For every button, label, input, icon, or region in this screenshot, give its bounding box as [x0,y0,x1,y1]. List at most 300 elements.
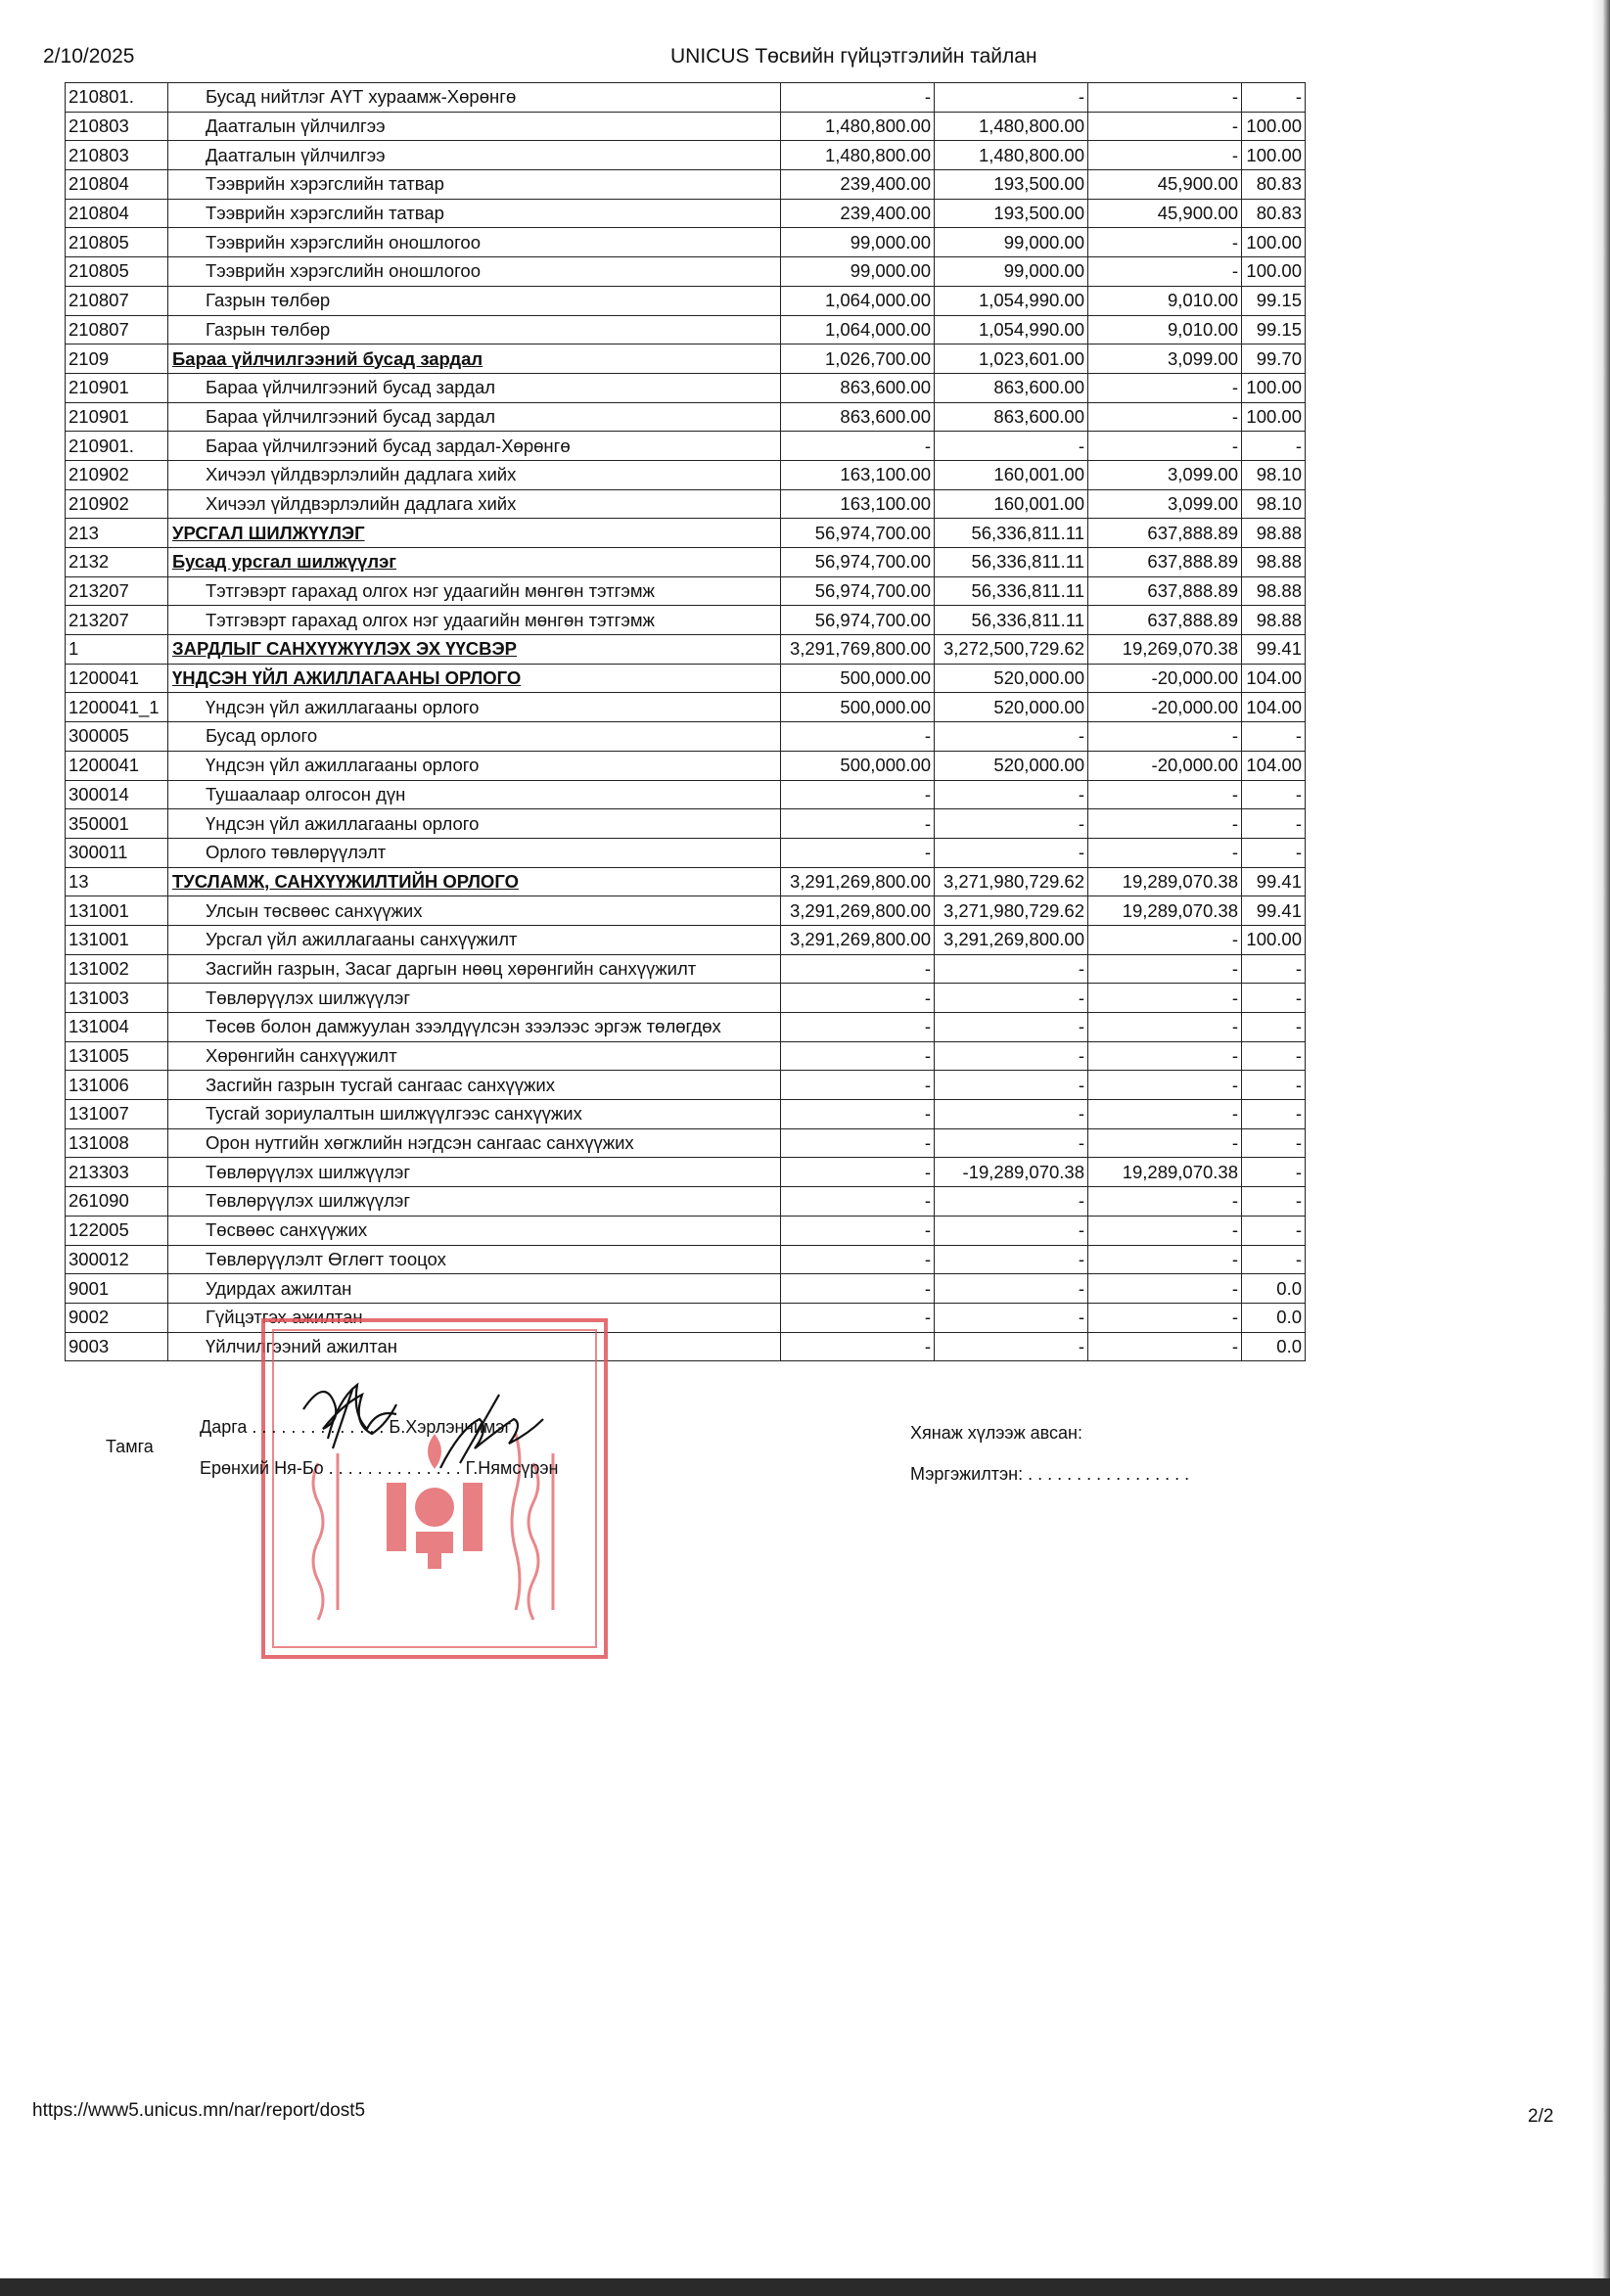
account-name-cell: Тушаалаар олгосон дүн [168,780,781,809]
difference-cell: - [1088,432,1242,461]
difference-cell: - [1088,112,1242,141]
account-name-cell: Бусад нийтлэг АҮТ хураамж-Хөрөнгө [168,83,781,113]
account-code-cell: 131005 [66,1041,168,1071]
percent-cell: - [1242,1100,1306,1129]
percent-cell: - [1242,1071,1306,1100]
percent-cell: 100.00 [1242,373,1306,402]
plan-amount-cell: 163,100.00 [781,460,935,489]
percent-cell: 100.00 [1242,112,1306,141]
table-row [66,780,1306,809]
percent-cell: 99.41 [1242,635,1306,665]
account-code-cell: 131004 [66,1013,168,1042]
account-code-cell: 210804 [66,199,168,228]
account-name-cell: Бусад орлого [168,722,781,752]
table-row [66,1100,1306,1129]
difference-cell: 9,010.00 [1088,286,1242,315]
account-name-cell: Тээврийн хэрэгслийн татвар [168,170,781,200]
plan-amount-cell: - [781,1332,935,1361]
account-name-cell: Газрын төлбөр [168,286,781,315]
table-row [66,460,1306,489]
plan-amount-cell: - [781,984,935,1013]
accountant-signature-line: Ерөнхий Ня-Бо . . . . . . . . . . . . . . Г.Нямсүрэн [200,1458,559,1478]
account-code-cell: 131003 [66,984,168,1013]
account-code-cell: 1200041 [66,664,168,693]
plan-amount-cell: - [781,1071,935,1100]
report-title: UNICUS Төсвийн гүйцэтгэлийн тайлан [670,45,1037,68]
director-signature-line: Дарга . . . . . . . . . . . . . . Б.Хэрлэнчимэг [200,1417,512,1437]
plan-amount-cell: 163,100.00 [781,489,935,519]
table-row [66,1187,1306,1217]
actual-amount-cell: - [935,954,1088,984]
plan-amount-cell: 863,600.00 [781,373,935,402]
table-row [66,1013,1306,1042]
difference-cell: -20,000.00 [1088,664,1242,693]
plan-amount-cell: - [781,1303,935,1332]
difference-cell: - [1088,954,1242,984]
percent-cell: 100.00 [1242,141,1306,170]
actual-amount-cell: - [935,780,1088,809]
percent-cell: 100.00 [1242,402,1306,432]
difference-cell: 19,289,070.38 [1088,867,1242,896]
difference-cell: - [1088,722,1242,752]
actual-amount-cell: - [935,809,1088,839]
percent-cell: - [1242,780,1306,809]
percent-cell: 98.88 [1242,519,1306,548]
plan-amount-cell: 863,600.00 [781,402,935,432]
table-row [66,635,1306,665]
percent-cell: 99.70 [1242,344,1306,374]
table-row [66,1274,1306,1304]
percent-cell: - [1242,1013,1306,1042]
table-row [66,576,1306,606]
account-name-cell: Гүйцэтгэх ажилтан [168,1303,781,1332]
percent-cell: 0.0 [1242,1303,1306,1332]
difference-cell: - [1088,780,1242,809]
account-code-cell: 210804 [66,170,168,200]
table-row [66,693,1306,722]
account-code-cell: 210803 [66,141,168,170]
difference-cell: 637,888.89 [1088,576,1242,606]
difference-cell: - [1088,838,1242,867]
plan-amount-cell: - [781,722,935,752]
table-row [66,925,1306,954]
account-code-cell: 210803 [66,112,168,141]
actual-amount-cell: - [935,984,1088,1013]
account-name-cell: Орлого төвлөрүүлэлт [168,838,781,867]
actual-amount-cell: 1,480,800.00 [935,141,1088,170]
percent-cell: - [1242,1128,1306,1158]
table-row [66,170,1306,200]
percent-cell: - [1242,809,1306,839]
actual-amount-cell: 1,054,990.00 [935,286,1088,315]
actual-amount-cell: 160,001.00 [935,489,1088,519]
table-row [66,141,1306,170]
account-code-cell: 213207 [66,576,168,606]
account-name-cell: Төвлөрүүлэлт Өглөгт тооцох [168,1245,781,1274]
actual-amount-cell: 3,272,500,729.62 [935,635,1088,665]
plan-amount-cell: - [781,809,935,839]
actual-amount-cell: 3,271,980,729.62 [935,896,1088,926]
account-name-cell: ҮНДСЭН ҮЙЛ АЖИЛЛАГААНЫ ОРЛОГО [168,664,781,693]
percent-cell: 98.88 [1242,548,1306,577]
table-row [66,722,1306,752]
percent-cell: - [1242,954,1306,984]
actual-amount-cell: - [935,1100,1088,1129]
percent-cell: 0.0 [1242,1332,1306,1361]
table-row [66,286,1306,315]
specialist-line: Мэргэжилтэн: . . . . . . . . . . . . . . . . . [910,1464,1190,1484]
account-code-cell: 1 [66,635,168,665]
plan-amount-cell: - [781,1245,935,1274]
actual-amount-cell: - [935,722,1088,752]
account-code-cell: 1200041_1 [66,693,168,722]
actual-amount-cell: 3,271,980,729.62 [935,867,1088,896]
account-code-cell: 2109 [66,344,168,374]
account-name-cell: Төвлөрүүлэх шилжүүлэг [168,1187,781,1217]
account-name-cell: Даатгалын үйлчилгээ [168,112,781,141]
account-name-cell: Үндсэн үйл ажиллагааны орлого [168,809,781,839]
difference-cell: 637,888.89 [1088,548,1242,577]
plan-amount-cell: - [781,1216,935,1245]
account-name-cell: Төсөв болон дамжуулан зээлдүүлсэн зээлээс эргэж төлөгдөх [168,1013,781,1042]
difference-cell: - [1088,1303,1242,1332]
percent-cell: 80.83 [1242,170,1306,200]
plan-amount-cell: - [781,1100,935,1129]
difference-cell: - [1088,373,1242,402]
table-row [66,402,1306,432]
account-name-cell: Үйлчилгээний ажилтан [168,1332,781,1361]
actual-amount-cell: 520,000.00 [935,751,1088,780]
table-row [66,548,1306,577]
account-code-cell: 213303 [66,1158,168,1187]
plan-amount-cell: 3,291,269,800.00 [781,925,935,954]
percent-cell: 99.15 [1242,286,1306,315]
actual-amount-cell: 56,336,811.11 [935,606,1088,635]
plan-amount-cell: 500,000.00 [781,693,935,722]
plan-amount-cell: 56,974,700.00 [781,519,935,548]
plan-amount-cell: 3,291,269,800.00 [781,867,935,896]
account-name-cell: Хөрөнгийн санхүүжилт [168,1041,781,1071]
table-row [66,1303,1306,1332]
plan-amount-cell: 1,480,800.00 [781,112,935,141]
actual-amount-cell: - [935,1071,1088,1100]
percent-cell: - [1242,1216,1306,1245]
difference-cell: - [1088,1187,1242,1217]
account-code-cell: 210805 [66,257,168,287]
actual-amount-cell: 520,000.00 [935,693,1088,722]
percent-cell: 0.0 [1242,1274,1306,1304]
account-name-cell: Тээврийн хэрэгслийн оношлогоо [168,257,781,287]
account-code-cell: 9002 [66,1303,168,1332]
table-row [66,257,1306,287]
table-row [66,1041,1306,1071]
table-row [66,606,1306,635]
actual-amount-cell: - [935,1216,1088,1245]
account-name-cell: Бусад урсгал шилжүүлэг [168,548,781,577]
table-row [66,664,1306,693]
account-name-cell: Тээврийн хэрэгслийн оношлогоо [168,228,781,257]
account-name-cell: Засгийн газрын, Засаг даргын нөөц хөрөнгийн санхүүжилт [168,954,781,984]
account-code-cell: 300005 [66,722,168,752]
table-row [66,373,1306,402]
account-name-cell: Тусгай зориулалтын шилжүүлгээс санхүүжих [168,1100,781,1129]
table-row [66,1158,1306,1187]
actual-amount-cell: - [935,83,1088,113]
account-name-cell: Даатгалын үйлчилгээ [168,141,781,170]
percent-cell: 98.10 [1242,489,1306,519]
plan-amount-cell: 239,400.00 [781,199,935,228]
account-code-cell: 300014 [66,780,168,809]
plan-amount-cell: - [781,1158,935,1187]
plan-amount-cell: 500,000.00 [781,664,935,693]
account-name-cell: Тээврийн хэрэгслийн татвар [168,199,781,228]
scan-edge-right [1591,0,1610,2296]
actual-amount-cell: 1,023,601.00 [935,344,1088,374]
difference-cell: - [1088,1245,1242,1274]
table-row [66,751,1306,780]
percent-cell: 99.15 [1242,315,1306,344]
plan-amount-cell: 56,974,700.00 [781,548,935,577]
percent-cell: 98.88 [1242,576,1306,606]
footer-url: https://www5.unicus.mn/nar/report/dost5 [32,2100,366,2121]
account-code-cell: 131002 [66,954,168,984]
plan-amount-cell: - [781,1041,935,1071]
actual-amount-cell: 3,291,269,800.00 [935,925,1088,954]
actual-amount-cell: 56,336,811.11 [935,548,1088,577]
plan-amount-cell: - [781,838,935,867]
account-name-cell: Төвлөрүүлэх шилжүүлэг [168,984,781,1013]
difference-cell: - [1088,1041,1242,1071]
account-code-cell: 210902 [66,489,168,519]
actual-amount-cell: - [935,1303,1088,1332]
difference-cell: - [1088,925,1242,954]
actual-amount-cell: 99,000.00 [935,228,1088,257]
table-row [66,489,1306,519]
table-row [66,809,1306,839]
table-row [66,1216,1306,1245]
difference-cell: 3,099.00 [1088,460,1242,489]
actual-amount-cell: 193,500.00 [935,170,1088,200]
percent-cell: 104.00 [1242,664,1306,693]
plan-amount-cell: 56,974,700.00 [781,606,935,635]
table-row [66,984,1306,1013]
account-code-cell: 210805 [66,228,168,257]
difference-cell: - [1088,402,1242,432]
difference-cell: 3,099.00 [1088,489,1242,519]
account-code-cell: 210901 [66,402,168,432]
plan-amount-cell: 1,064,000.00 [781,315,935,344]
percent-cell: - [1242,1041,1306,1071]
difference-cell: - [1088,1071,1242,1100]
account-name-cell: Тэтгэвэрт гарахад олгох нэг удаагийн мөнгөн тэтгэмж [168,606,781,635]
table-row [66,1071,1306,1100]
actual-amount-cell: -19,289,070.38 [935,1158,1088,1187]
plan-amount-cell: 1,064,000.00 [781,286,935,315]
plan-amount-cell: 3,291,769,800.00 [781,635,935,665]
plan-amount-cell: - [781,1013,935,1042]
account-name-cell: Хичээл үйлдвэрлэлийн дадлага хийх [168,460,781,489]
plan-amount-cell: 99,000.00 [781,257,935,287]
table-row [66,199,1306,228]
difference-cell: 19,269,070.38 [1088,635,1242,665]
percent-cell: - [1242,1158,1306,1187]
account-name-cell: ЗАРДЛЫГ САНХҮҮЖҮҮЛЭХ ЭХ ҮҮСВЭР [168,635,781,665]
account-code-cell: 9001 [66,1274,168,1304]
account-code-cell: 13 [66,867,168,896]
account-code-cell: 300012 [66,1245,168,1274]
actual-amount-cell: - [935,1013,1088,1042]
account-code-cell: 210801. [66,83,168,113]
account-name-cell: Үндсэн үйл ажиллагааны орлого [168,751,781,780]
account-name-cell: Орон нутгийн хөгжлийн нэгдсэн сангаас санхүүжих [168,1128,781,1158]
percent-cell: - [1242,984,1306,1013]
actual-amount-cell: - [935,1041,1088,1071]
plan-amount-cell: 56,974,700.00 [781,576,935,606]
difference-cell: - [1088,1128,1242,1158]
percent-cell: 100.00 [1242,257,1306,287]
percent-cell: 100.00 [1242,925,1306,954]
account-code-cell: 210807 [66,315,168,344]
page-number: 2/2 [1528,2106,1554,2127]
actual-amount-cell: 160,001.00 [935,460,1088,489]
difference-cell: - [1088,1216,1242,1245]
actual-amount-cell: - [935,432,1088,461]
actual-amount-cell: - [935,1187,1088,1217]
difference-cell: 45,900.00 [1088,170,1242,200]
account-code-cell: 210807 [66,286,168,315]
difference-cell: - [1088,1100,1242,1129]
account-code-cell: 122005 [66,1216,168,1245]
official-seal [259,1316,610,1661]
table-row [66,896,1306,926]
account-code-cell: 9003 [66,1332,168,1361]
difference-cell: - [1088,1274,1242,1304]
actual-amount-cell: 193,500.00 [935,199,1088,228]
actual-amount-cell: - [935,1274,1088,1304]
account-name-cell: Засгийн газрын тусгай сангаас санхүүжих [168,1071,781,1100]
percent-cell: 104.00 [1242,751,1306,780]
table-row [66,344,1306,374]
account-name-cell: Бараа үйлчилгээний бусад зардал [168,402,781,432]
reviewed-label: Хянаж хүлээж авсан: [910,1423,1082,1443]
account-name-cell: УРСГАЛ ШИЛЖҮҮЛЭГ [168,519,781,548]
table-row [66,1245,1306,1274]
account-code-cell: 210901 [66,373,168,402]
account-code-cell: 131008 [66,1128,168,1158]
table-row [66,519,1306,548]
percent-cell: 100.00 [1242,228,1306,257]
actual-amount-cell: 56,336,811.11 [935,519,1088,548]
difference-cell: - [1088,1013,1242,1042]
actual-amount-cell: 863,600.00 [935,402,1088,432]
difference-cell: 19,289,070.38 [1088,896,1242,926]
scan-edge-bottom [0,2278,1610,2296]
actual-amount-cell: 56,336,811.11 [935,576,1088,606]
actual-amount-cell: 1,054,990.00 [935,315,1088,344]
account-name-cell: Тэтгэвэрт гарахад олгох нэг удаагийн мөнгөн тэтгэмж [168,576,781,606]
account-name-cell: ТУСЛАМЖ, САНХҮҮЖИЛТИЙН ОРЛОГО [168,867,781,896]
account-code-cell: 261090 [66,1187,168,1217]
table-row [66,83,1306,113]
difference-cell: - [1088,83,1242,113]
account-code-cell: 213207 [66,606,168,635]
account-code-cell: 300011 [66,838,168,867]
plan-amount-cell: - [781,432,935,461]
plan-amount-cell: 99,000.00 [781,228,935,257]
difference-cell: 3,099.00 [1088,344,1242,374]
percent-cell: 99.41 [1242,896,1306,926]
account-name-cell: Хичээл үйлдвэрлэлийн дадлага хийх [168,489,781,519]
percent-cell: 104.00 [1242,693,1306,722]
account-name-cell: Удирдах ажилтан [168,1274,781,1304]
plan-amount-cell: - [781,954,935,984]
plan-amount-cell: - [781,1128,935,1158]
account-name-cell: Газрын төлбөр [168,315,781,344]
plan-amount-cell: 500,000.00 [781,751,935,780]
budget-table-container [65,82,1302,1361]
account-code-cell: 210902 [66,460,168,489]
plan-amount-cell: - [781,1274,935,1304]
actual-amount-cell: - [935,1245,1088,1274]
plan-amount-cell: 3,291,269,800.00 [781,896,935,926]
difference-cell: -20,000.00 [1088,751,1242,780]
percent-cell: - [1242,1245,1306,1274]
difference-cell: 45,900.00 [1088,199,1242,228]
table-row [66,315,1306,344]
account-name-cell: Бараа үйлчилгээний бусад зардал [168,373,781,402]
actual-amount-cell: 520,000.00 [935,664,1088,693]
percent-cell: - [1242,83,1306,113]
percent-cell: - [1242,432,1306,461]
account-name-cell: Төвлөрүүлэх шилжүүлэг [168,1158,781,1187]
table-row [66,112,1306,141]
account-name-cell: Улсын төсвөөс санхүүжих [168,896,781,926]
difference-cell: 19,289,070.38 [1088,1158,1242,1187]
actual-amount-cell: 99,000.00 [935,257,1088,287]
account-code-cell: 213 [66,519,168,548]
account-name-cell: Төсвөөс санхүүжих [168,1216,781,1245]
difference-cell: - [1088,1332,1242,1361]
plan-amount-cell: - [781,780,935,809]
plan-amount-cell: 239,400.00 [781,170,935,200]
difference-cell: - [1088,984,1242,1013]
budget-table [65,82,1306,1361]
plan-amount-cell: - [781,83,935,113]
percent-cell: 98.10 [1242,460,1306,489]
account-code-cell: 131006 [66,1071,168,1100]
table-row [66,838,1306,867]
account-code-cell: 210901. [66,432,168,461]
account-code-cell: 2132 [66,548,168,577]
percent-cell: 98.88 [1242,606,1306,635]
account-name-cell: Үндсэн үйл ажиллагааны орлого [168,693,781,722]
actual-amount-cell: - [935,1332,1088,1361]
actual-amount-cell: - [935,1128,1088,1158]
percent-cell: 80.83 [1242,199,1306,228]
account-code-cell: 131001 [66,925,168,954]
table-row [66,1128,1306,1158]
table-row [66,432,1306,461]
account-name-cell: Урсгал үйл ажиллагааны санхүүжилт [168,925,781,954]
account-code-cell: 350001 [66,809,168,839]
plan-amount-cell: 1,026,700.00 [781,344,935,374]
report-date: 2/10/2025 [43,45,135,68]
actual-amount-cell: 1,480,800.00 [935,112,1088,141]
difference-cell: -20,000.00 [1088,693,1242,722]
difference-cell: - [1088,257,1242,287]
account-code-cell: 1200041 [66,751,168,780]
account-name-cell: Бараа үйлчилгээний бусад зардал [168,344,781,374]
